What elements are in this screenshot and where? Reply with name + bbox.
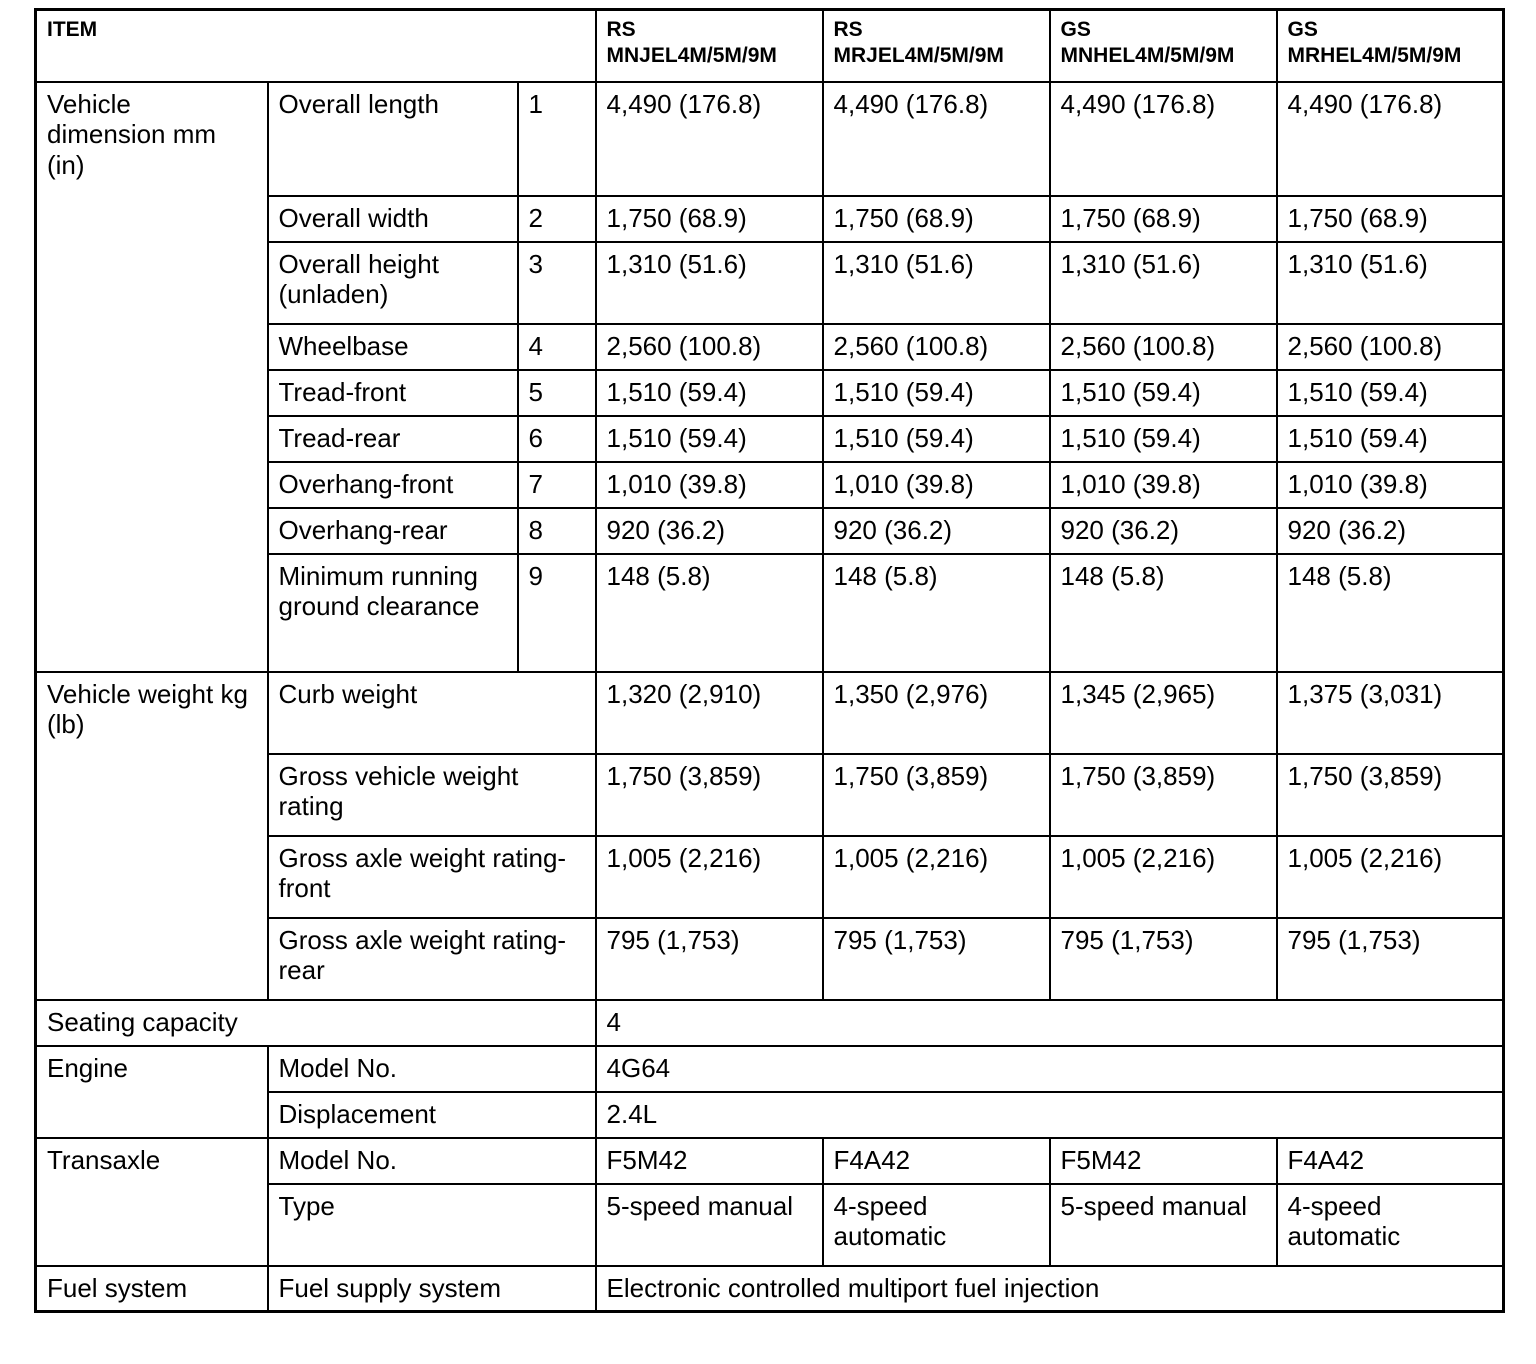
row-label: Overall width — [268, 196, 518, 242]
spec-value: 148 (5.8) — [823, 554, 1050, 672]
spec-value: 2,560 (100.8) — [596, 324, 823, 370]
spec-value: 1,310 (51.6) — [823, 242, 1050, 324]
spec-value: 1,750 (68.9) — [1050, 196, 1277, 242]
spec-value: 4 — [596, 1000, 1504, 1046]
spec-value: 4,490 (176.8) — [1277, 82, 1504, 196]
table-row — [36, 672, 1504, 754]
grade-label: RS — [833, 18, 863, 41]
row-label: Model No. — [268, 1046, 596, 1092]
category-cell: Engine — [36, 1046, 268, 1138]
row-number: 7 — [518, 462, 596, 508]
spec-value: 1,510 (59.4) — [596, 416, 823, 462]
item-header-cell: ITEM — [36, 10, 596, 82]
row-label: Type — [268, 1184, 596, 1266]
spec-value: 1,510 (59.4) — [1277, 416, 1504, 462]
spec-value: 1,005 (2,216) — [1277, 836, 1504, 918]
spec-value: 1,750 (3,859) — [596, 754, 823, 836]
vehicle-spec-table — [34, 8, 1505, 1313]
row-label: Gross axle weight rating-front — [268, 836, 596, 918]
spec-value: 4-speed automatic — [823, 1184, 1050, 1266]
row-label: Minimum running ground clearance — [268, 554, 518, 672]
row-label: Gross axle weight rating-rear — [268, 918, 596, 1000]
row-label: Overhang-front — [268, 462, 518, 508]
spec-value: 1,750 (68.9) — [596, 196, 823, 242]
spec-value: 5-speed manual — [596, 1184, 823, 1266]
spec-value: 1,750 (3,859) — [1277, 754, 1504, 836]
spec-value: 1,320 (2,910) — [596, 672, 823, 754]
spec-value: 920 (36.2) — [596, 508, 823, 554]
row-label: Wheelbase — [268, 324, 518, 370]
row-number: 4 — [518, 324, 596, 370]
row-label: Displacement — [268, 1092, 596, 1138]
spec-value: 1,310 (51.6) — [596, 242, 823, 324]
row-label: Fuel supply system — [268, 1266, 596, 1312]
spec-value: 1,510 (59.4) — [1277, 370, 1504, 416]
spec-value: 148 (5.8) — [1050, 554, 1277, 672]
spec-value: 148 (5.8) — [596, 554, 823, 672]
spec-value: 1,310 (51.6) — [1050, 242, 1277, 324]
spec-value: Electronic controlled multiport fuel injection — [596, 1266, 1504, 1312]
grade-label: GS — [1287, 18, 1318, 41]
grade-label: RS — [606, 18, 636, 41]
spec-value: 1,350 (2,976) — [823, 672, 1050, 754]
spec-value: 1,345 (2,965) — [1050, 672, 1277, 754]
row-label: Tread-rear — [268, 416, 518, 462]
row-number: 9 — [518, 554, 596, 672]
row-label: Seating capacity — [36, 1000, 596, 1046]
row-label: Model No. — [268, 1138, 596, 1184]
column-header-cell — [823, 10, 1050, 82]
row-number: 6 — [518, 416, 596, 462]
spec-value: 4-speed automatic — [1277, 1184, 1504, 1266]
spec-value: 4,490 (176.8) — [596, 82, 823, 196]
spec-value: 1,010 (39.8) — [596, 462, 823, 508]
spec-value: F5M42 — [1050, 1138, 1277, 1184]
spec-value: 795 (1,753) — [596, 918, 823, 1000]
spec-value: 920 (36.2) — [823, 508, 1050, 554]
spec-value: 1,510 (59.4) — [823, 416, 1050, 462]
spec-value: 795 (1,753) — [1277, 918, 1504, 1000]
table-row — [36, 1266, 1504, 1312]
spec-value: 148 (5.8) — [1277, 554, 1504, 672]
table-row — [36, 1046, 1504, 1092]
model-code: MRJEL4M/5M/9M — [833, 44, 1004, 68]
spec-value: 1,005 (2,216) — [823, 836, 1050, 918]
spec-value: 4G64 — [596, 1046, 1504, 1092]
row-label: Overhang-rear — [268, 508, 518, 554]
spec-value: 1,750 (3,859) — [1050, 754, 1277, 836]
spec-value: 920 (36.2) — [1277, 508, 1504, 554]
model-code: MNJEL4M/5M/9M — [606, 44, 777, 68]
category-cell: Transaxle — [36, 1138, 268, 1266]
spec-value: 2,560 (100.8) — [1277, 324, 1504, 370]
row-number: 5 — [518, 370, 596, 416]
model-code: MNHEL4M/5M/9M — [1060, 44, 1235, 68]
spec-value: 4,490 (176.8) — [1050, 82, 1277, 196]
spec-value: 1,310 (51.6) — [1277, 242, 1504, 324]
row-number: 3 — [518, 242, 596, 324]
spec-value: 5-speed manual — [1050, 1184, 1277, 1266]
spec-value: 1,510 (59.4) — [1050, 370, 1277, 416]
row-label: Overall height (unladen) — [268, 242, 518, 324]
row-number: 1 — [518, 82, 596, 196]
spec-value: 1,010 (39.8) — [1277, 462, 1504, 508]
spec-value: 2,560 (100.8) — [1050, 324, 1277, 370]
spec-value: 1,005 (2,216) — [596, 836, 823, 918]
table-row — [36, 1000, 1504, 1046]
row-label: Overall length — [268, 82, 518, 196]
grade-label: GS — [1060, 18, 1091, 41]
spec-value: 1,510 (59.4) — [1050, 416, 1277, 462]
spec-value: 2.4L — [596, 1092, 1504, 1138]
column-header-cell — [1050, 10, 1277, 82]
spec-value: 1,750 (68.9) — [1277, 196, 1504, 242]
spec-value: 1,375 (3,031) — [1277, 672, 1504, 754]
spec-value: 1,510 (59.4) — [823, 370, 1050, 416]
spec-value: 1,750 (3,859) — [823, 754, 1050, 836]
row-label: Gross vehicle weight rating — [268, 754, 596, 836]
row-number: 8 — [518, 508, 596, 554]
spec-value: 1,005 (2,216) — [1050, 836, 1277, 918]
spec-value: 1,010 (39.8) — [1050, 462, 1277, 508]
row-label: Curb weight — [268, 672, 596, 754]
row-number: 2 — [518, 196, 596, 242]
spec-value: F4A42 — [1277, 1138, 1504, 1184]
spec-value: 795 (1,753) — [1050, 918, 1277, 1000]
spec-value: 1,750 (68.9) — [823, 196, 1050, 242]
column-header-cell — [1277, 10, 1504, 82]
spec-value: 4,490 (176.8) — [823, 82, 1050, 196]
header-row — [36, 10, 1504, 82]
spec-value: 920 (36.2) — [1050, 508, 1277, 554]
row-label: Tread-front — [268, 370, 518, 416]
table-row — [36, 82, 1504, 196]
model-code: MRHEL4M/5M/9M — [1287, 44, 1462, 68]
category-cell: Fuel system — [36, 1266, 268, 1312]
spec-value: F5M42 — [596, 1138, 823, 1184]
column-header-cell — [596, 10, 823, 82]
spec-value: F4A42 — [823, 1138, 1050, 1184]
category-cell: Vehicle dimension mm (in) — [36, 82, 268, 672]
table-row — [36, 1138, 1504, 1184]
spec-value: 1,510 (59.4) — [596, 370, 823, 416]
spec-value: 2,560 (100.8) — [823, 324, 1050, 370]
spec-value: 795 (1,753) — [823, 918, 1050, 1000]
spec-value: 1,010 (39.8) — [823, 462, 1050, 508]
category-cell: Vehicle weight kg (lb) — [36, 672, 268, 1000]
